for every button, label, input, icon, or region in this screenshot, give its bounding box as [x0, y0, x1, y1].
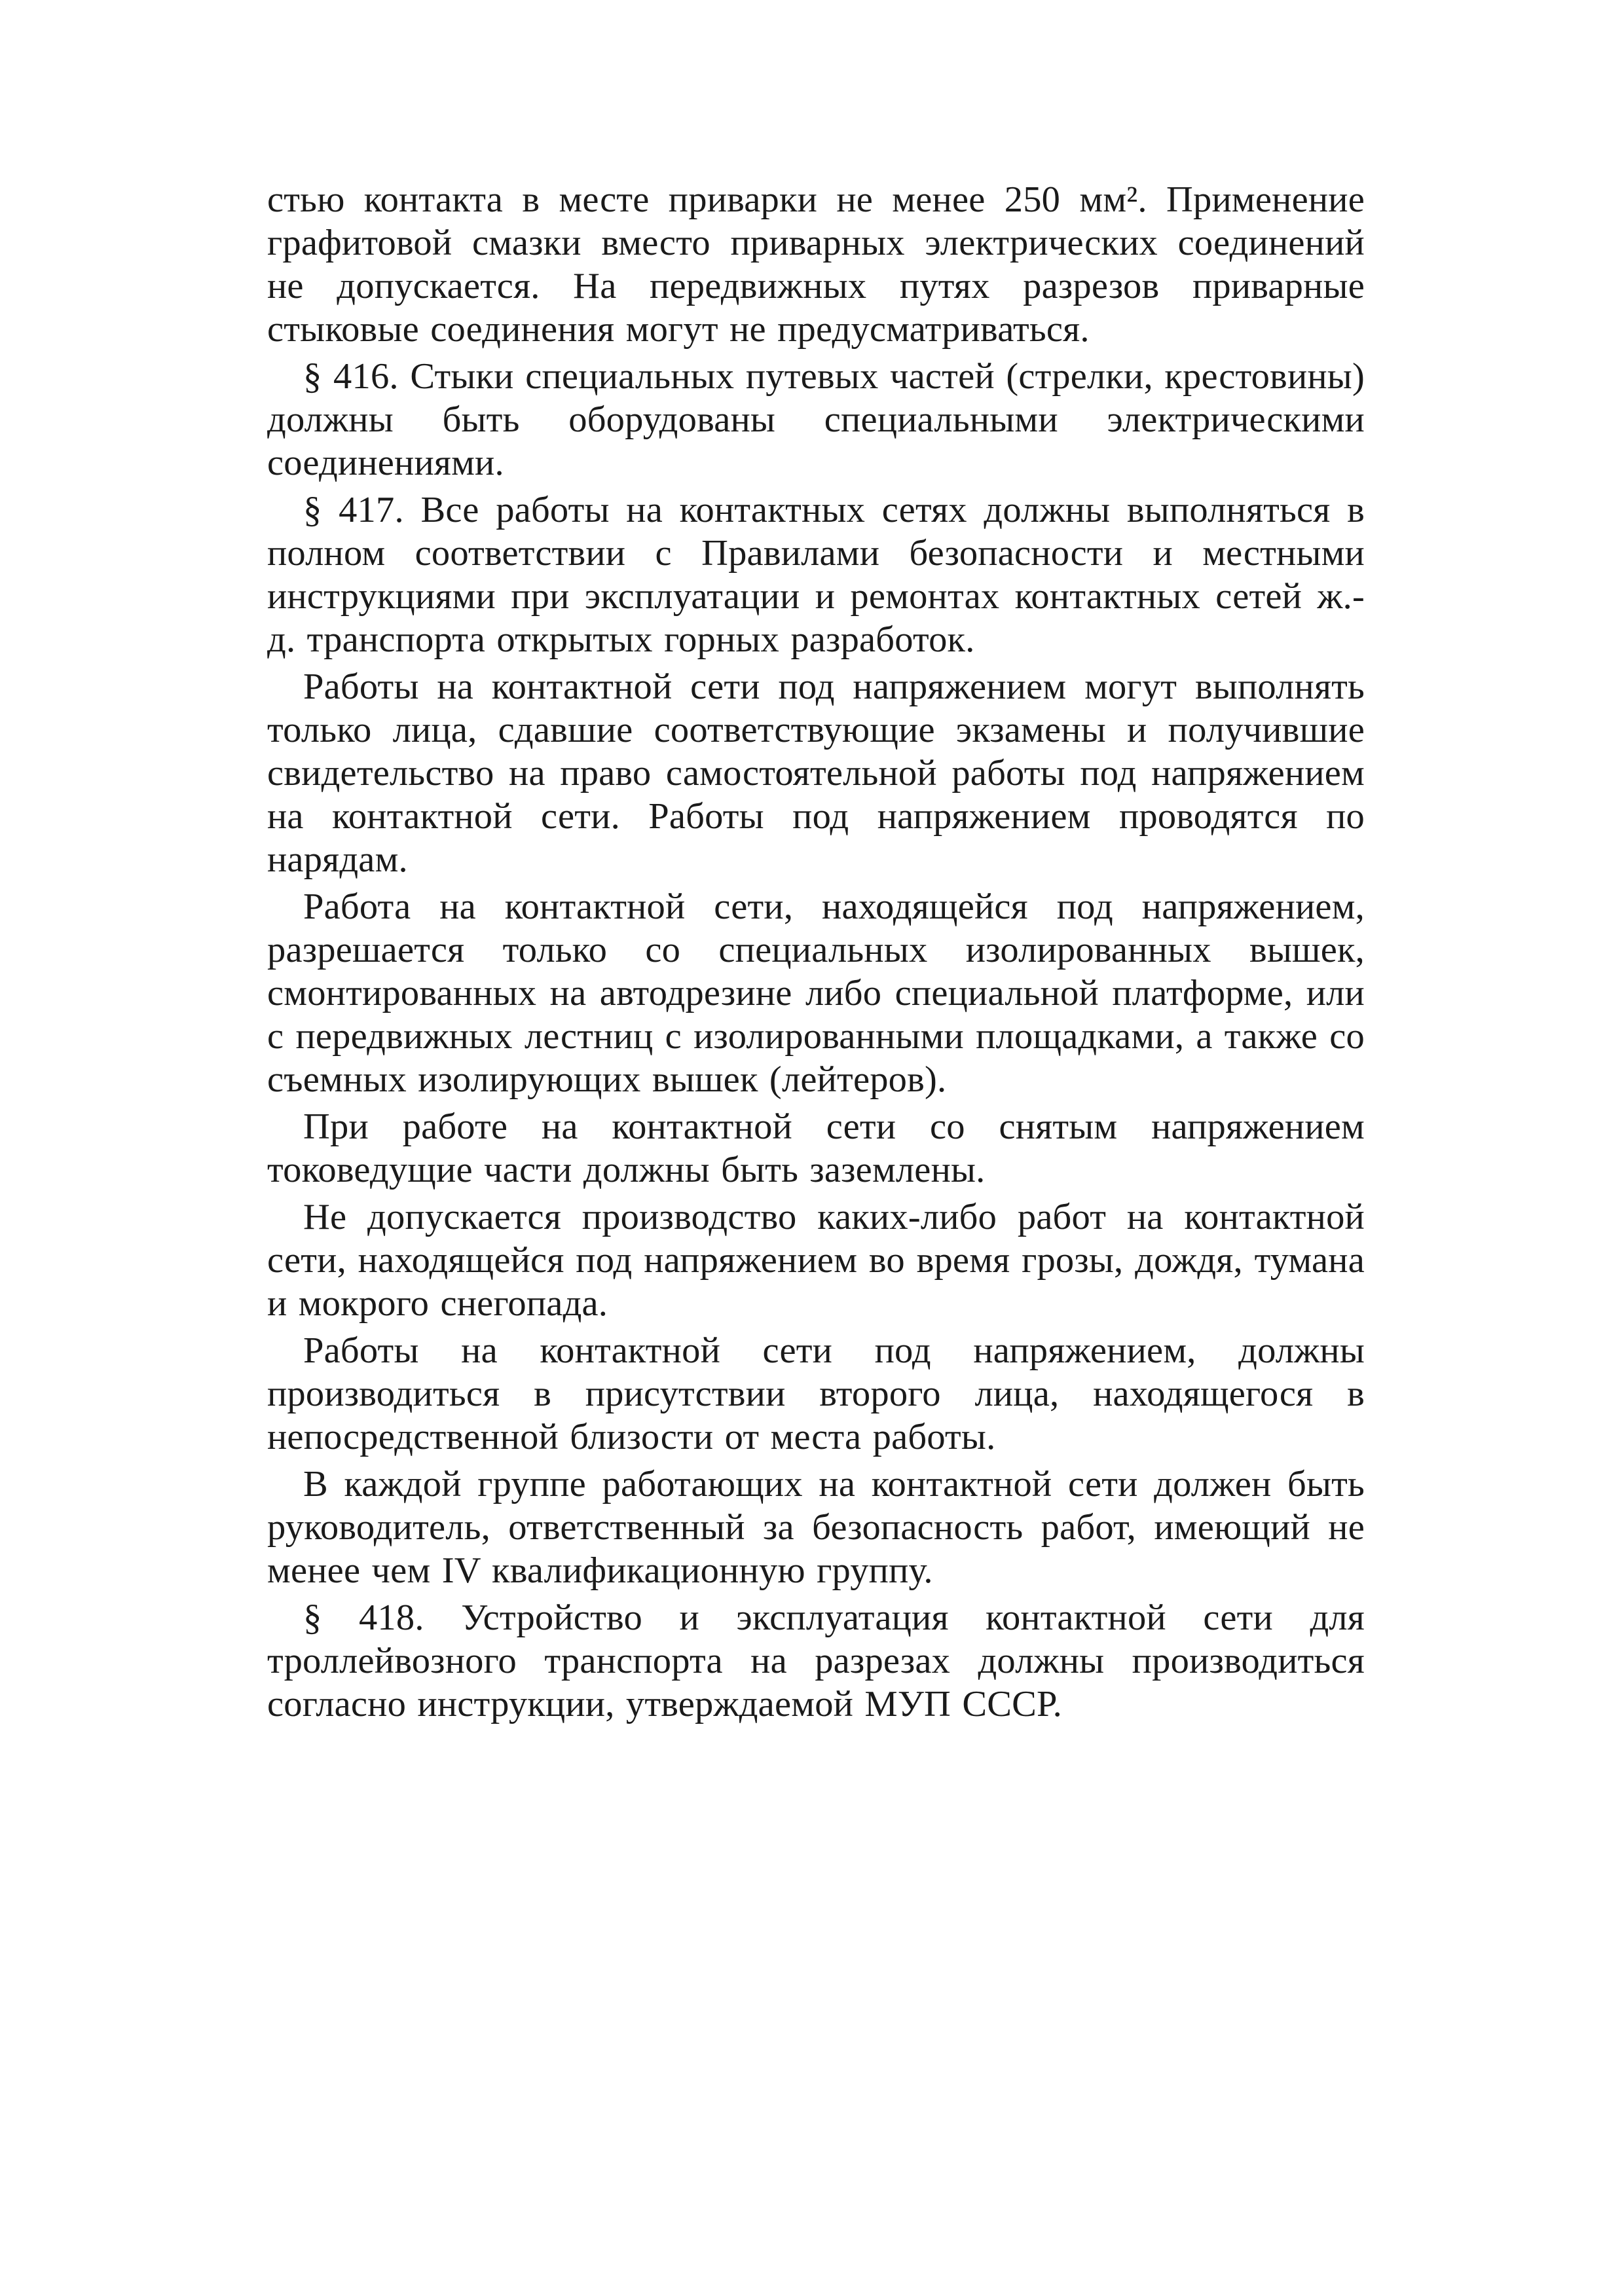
paragraph-live-work-qualification: Работы на контактной сети под напряжением могут выполнять только лица, сдавшие соответствующие экзамены и получившие свидетельство на право самостоятельной работы под напряжением на контактной сети. Работы под напряжением проводятся по нарядам.	[267, 666, 1365, 880]
paragraph-section-418: § 418. Устройство и эксплуатация контактной сети для троллейвозного транспорта на разрезах должны производиться согласно инструкции, утверждаемой МУП СССР.	[267, 1597, 1365, 1724]
paragraph-section-416: § 416. Стыки специальных путевых частей (стрелки, крестовины) должны быть оборудованы специальными электрическими соединениями.	[267, 356, 1365, 483]
paragraph-section-417: § 417. Все работы на контактных сетях должны выполняться в полном соответствии с Правилами безопасности и местными инструкциями при эксплуатации и ремонтах контактных сетей ж.-д. транспорта открытых горных разработок.	[267, 490, 1365, 660]
paragraph-insulated-towers: Работа на контактной сети, находящейся под напряжением, разрешается только со специальных изолированных вышек, смонтированных на автодрезине либо специальной платформе, или с передвижных лестниц с изолированными площадками, а также со съемных изолирующих вышек (лейтеров).	[267, 886, 1365, 1100]
body-text	[267, 178, 1365, 1726]
paragraph-second-person: Работы на контактной сети под напряжением, должны производиться в присутствии второго лица, находящегося в непосредственной близости от места работы.	[267, 1330, 1365, 1457]
paragraph-continuation: стью контакта в месте приварки не менее 250 мм². Применение графитовой смазки вместо приварных электрических соединений не допускается. На передвижных путях разрезов приварные стыковые соединения могут не предусматриваться.	[267, 179, 1365, 350]
paragraph-group-leader: В каждой группе работающих на контактной сети должен быть руководитель, ответственный за безопасность работ, имеющий не менее чем IV квалификационную группу.	[267, 1464, 1365, 1591]
paragraph-grounding: При работе на контактной сети со снятым напряжением токоведущие части должны быть заземлены.	[267, 1106, 1365, 1190]
paragraph-weather-restriction: Не допускается производство каких-либо работ на контактной сети, находящейся под напряжением во время грозы, дождя, тумана и мокрого снегопада.	[267, 1197, 1365, 1324]
